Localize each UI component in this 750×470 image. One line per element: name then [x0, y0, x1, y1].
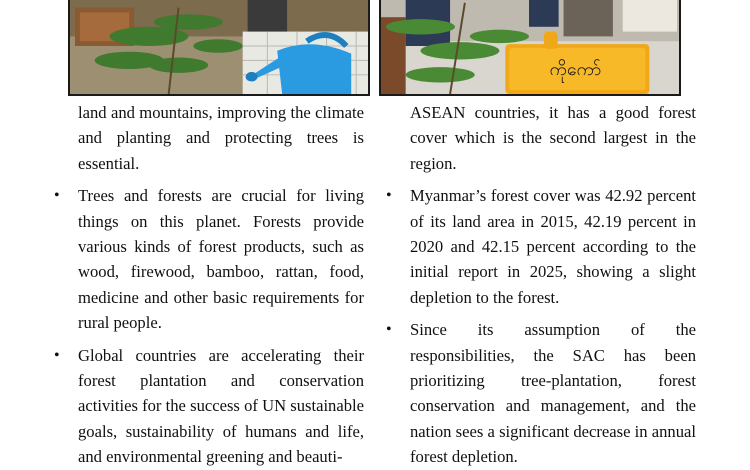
right-continuation-paragraph: ASEAN countries, it has a good forest cover which is the second largest in the region. [410, 103, 696, 173]
left-column [52, 100, 364, 470]
watering-can-sapling-icon [70, 0, 368, 94]
right-column [384, 100, 696, 470]
left-continuation-paragraph: land and mountains, improving the climate and planting and protecting trees is essential. [78, 103, 364, 173]
nameplate-text: ကိုကော် [549, 60, 602, 80]
left-photo [68, 0, 370, 96]
left-bullet-1: • Trees and forests are crucial for living things on this planet. Forests provide various kinds of forest products, such as wood, firewood, bamboo, rattan, food, medicine and other basic requirements for rural people. [52, 183, 364, 335]
right-bullet-1: • Myanmar’s forest cover was 42.92 percent of its land area in 2015, 42.19 percent in 2020 and 42.15 percent according to the initial report in 2025, showing a slight depletion to the forest. [384, 183, 696, 310]
right-bullet-2: • Since its assumption of the responsibilities, the SAC has been prioritizing tree-plantation, forest conservation and management, and the nation sees a significant decrease in annual forest depletion. [384, 317, 696, 469]
right-photo [379, 0, 681, 96]
left-bullet-2: • Global countries are accelerating their forest plantation and conservation activities for the success of UN sustainable goals, sustainability of humans and life, and environmental greening and beauti- [52, 343, 364, 470]
sapling-nameplate-icon [381, 0, 679, 94]
